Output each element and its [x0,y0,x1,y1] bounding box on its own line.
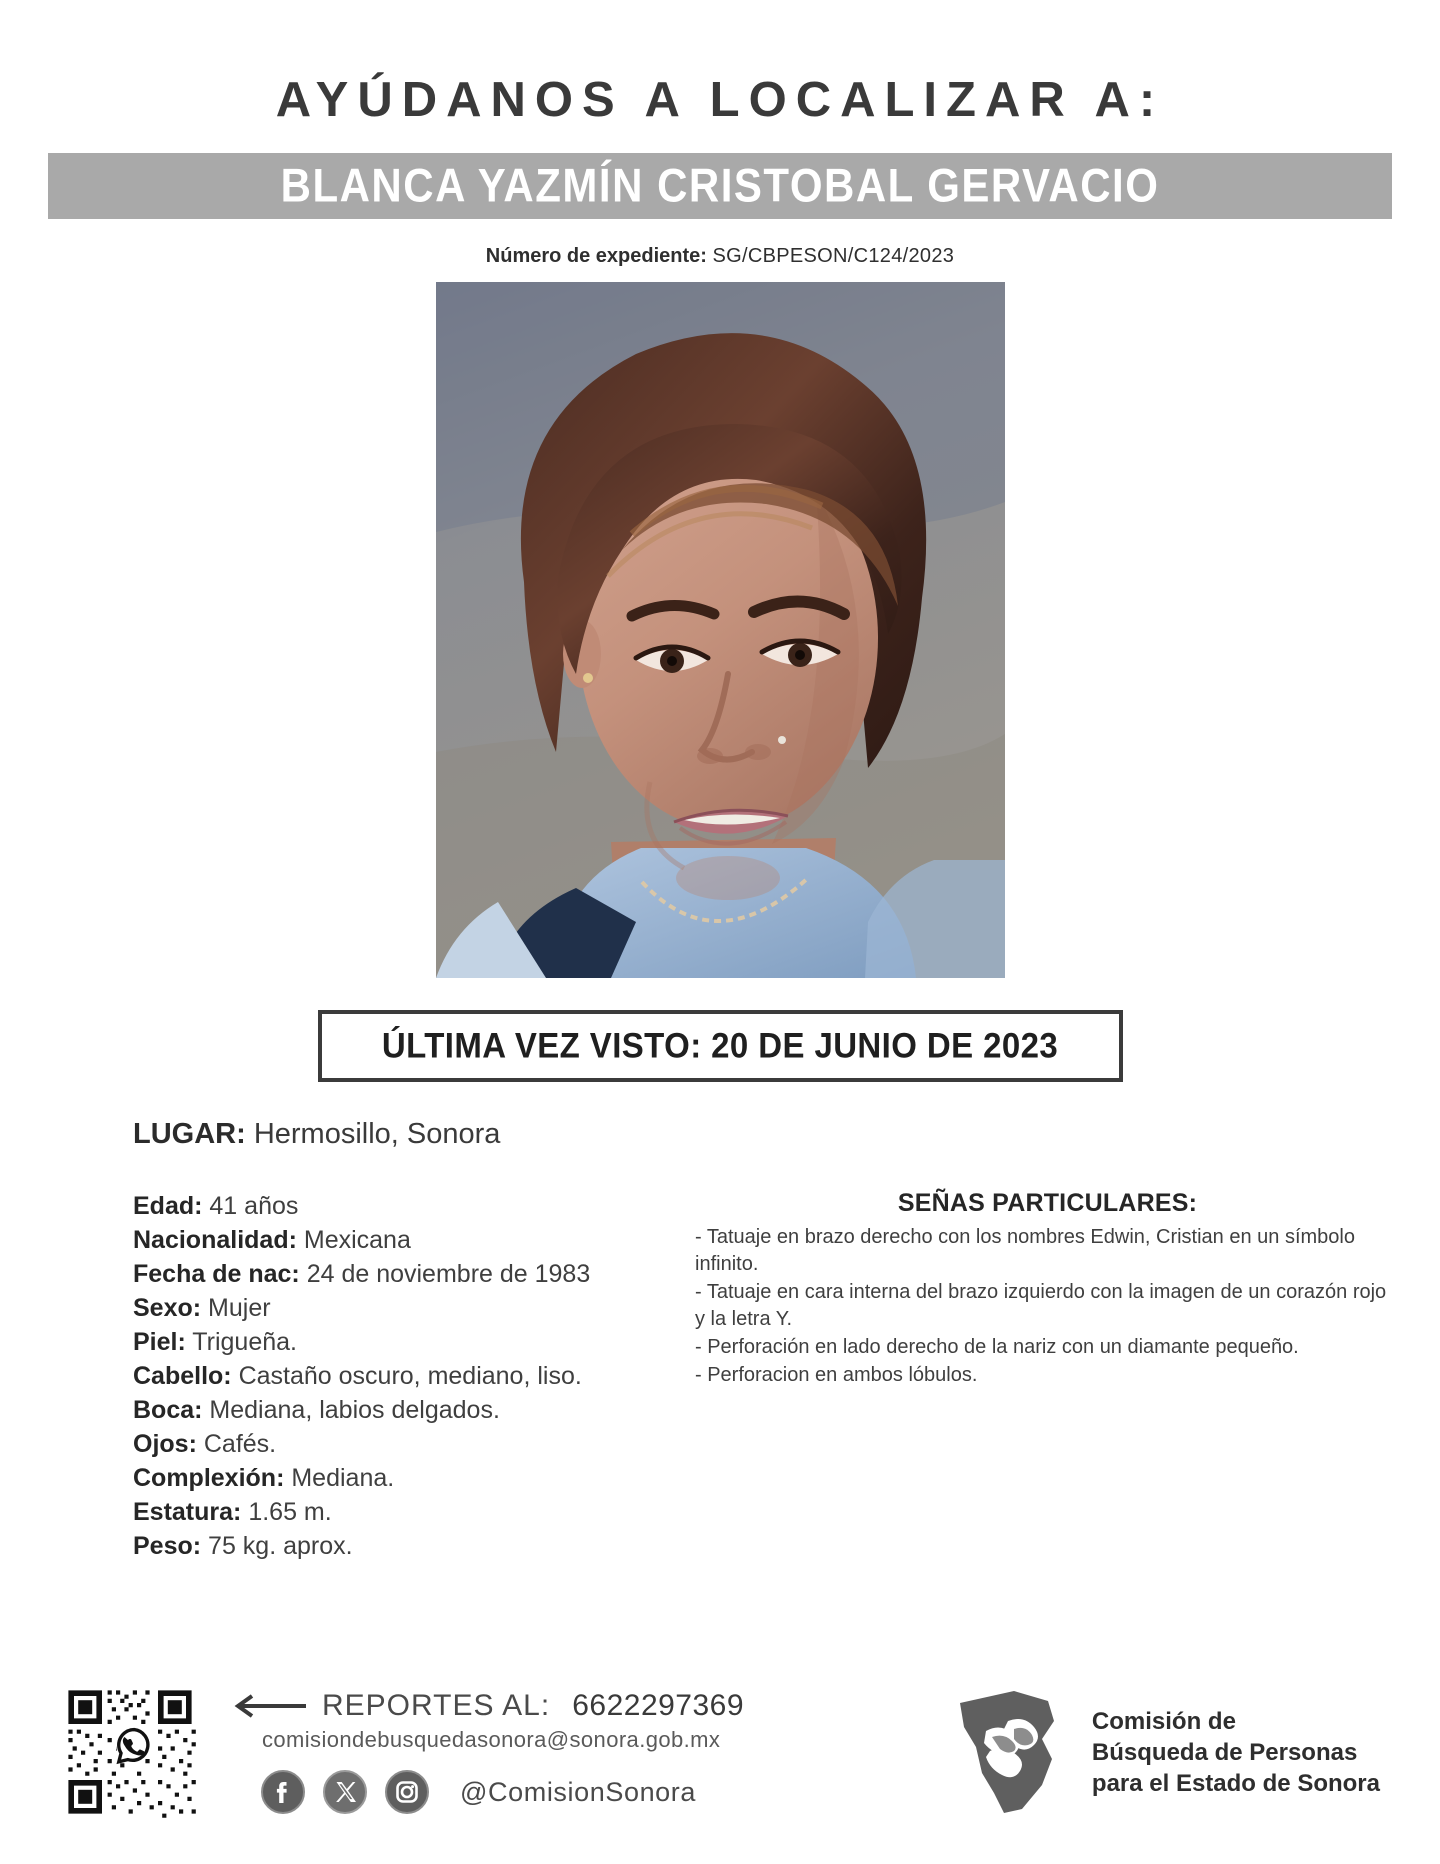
organization-block [956,1687,1380,1817]
detail-value: Castaño oscuro, mediano, liso. [238,1362,582,1390]
last-seen-box [318,1010,1123,1082]
place-line [133,1118,1440,1151]
footer [0,1682,1440,1822]
person-photo [436,282,1005,978]
detail-value: Mediana, labios delgados. [209,1396,500,1424]
reports-phone[interactable]: 6622297369 [572,1689,745,1722]
detail-value: 24 de noviembre de 1983 [306,1260,591,1288]
detail-label: Estatura: [133,1498,242,1526]
detail-value: Mujer [208,1294,271,1322]
detail-value: 75 kg. aprox. [208,1532,353,1560]
physical-description-list [133,1189,673,1563]
detail-row [133,1223,673,1257]
org-line: Búsqueda de Personas [1091,1738,1358,1766]
detail-row [133,1529,673,1563]
place-value: Hermosillo, Sonora [253,1118,501,1150]
detail-label: Cabello: [133,1362,232,1390]
social-row [260,1769,744,1815]
detail-label: Complexión: [133,1464,285,1492]
detail-label: Ojos: [133,1430,197,1458]
page-title: AYÚDANOS A LOCALIZAR A: [275,73,1165,127]
distinguishing-mark-item: - Tatuaje en cara interna del brazo izquierdo con la imagen de un corazón rojo y la letra Y. [695,1281,1387,1330]
distinguishing-mark-item: - Perforacion en ambos lóbulos. [695,1364,978,1386]
arrow-left-icon [234,1693,308,1719]
detail-row [133,1461,673,1495]
person-name: BLANCA YAZMÍN CRISTOBAL GERVACIO [280,159,1160,212]
detail-label: Fecha de nac: [133,1260,300,1288]
distinguishing-marks-title: SEÑAS PARTICULARES: [897,1189,1198,1217]
detail-label: Edad: [133,1192,203,1220]
detail-value: Mediana. [291,1464,395,1492]
org-line: Comisión de [1091,1707,1236,1735]
case-number-value: SG/CBPESON/C124/2023 [712,245,955,267]
detail-value: 1.65 m. [248,1498,332,1526]
detail-row [133,1495,673,1529]
distinguishing-mark-item: - Tatuaje en brazo derecho con los nombres Edwin, Cristian en un símbolo infinito. [695,1226,1355,1275]
place-label: LUGAR: [133,1118,246,1150]
case-number [0,245,1440,268]
detail-row [133,1393,673,1427]
distinguishing-mark-item: - Perforación en lado derecho de la nariz con un diamante pequeño. [695,1336,1299,1358]
facebook-icon[interactable] [260,1769,306,1815]
organization-name [1092,1706,1380,1799]
detail-value: 41 años [209,1192,299,1220]
detail-label: Peso: [133,1532,202,1560]
org-line: para el Estado de Sonora [1091,1769,1380,1797]
last-seen-text: ÚLTIMA VEZ VISTO: 20 DE JUNIO DE 2023 [381,1025,1059,1066]
x-twitter-icon[interactable] [322,1769,368,1815]
qr-code-whatsapp-icon[interactable] [60,1682,200,1822]
detail-label: Sexo: [133,1294,202,1322]
contact-block [234,1689,744,1815]
detail-label: Nacionalidad: [133,1226,297,1254]
detail-value: Trigueña. [192,1328,297,1356]
details-section [0,1189,1440,1563]
person-name-banner [48,153,1392,219]
detail-row [133,1359,673,1393]
detail-row [133,1325,673,1359]
detail-label: Piel: [133,1328,186,1356]
contact-email[interactable]: comisiondebusquedasonora@sonora.gob.mx [262,1727,721,1752]
detail-row [133,1189,673,1223]
detail-value: Mexicana [303,1226,411,1254]
instagram-icon[interactable] [384,1769,430,1815]
detail-row [133,1257,673,1291]
case-number-label: Número de expediente: [485,245,707,267]
detail-value: Cafés. [203,1430,277,1458]
detail-label: Boca: [133,1396,203,1424]
distinguishing-marks-section [673,1189,1400,1563]
social-handle[interactable]: @ComisionSonora [460,1776,697,1807]
detail-row [133,1427,673,1461]
detail-row [133,1291,673,1325]
reports-row [234,1689,744,1723]
sonora-state-hands-logo-icon [956,1687,1072,1817]
reports-label: REPORTES AL: [322,1689,551,1722]
